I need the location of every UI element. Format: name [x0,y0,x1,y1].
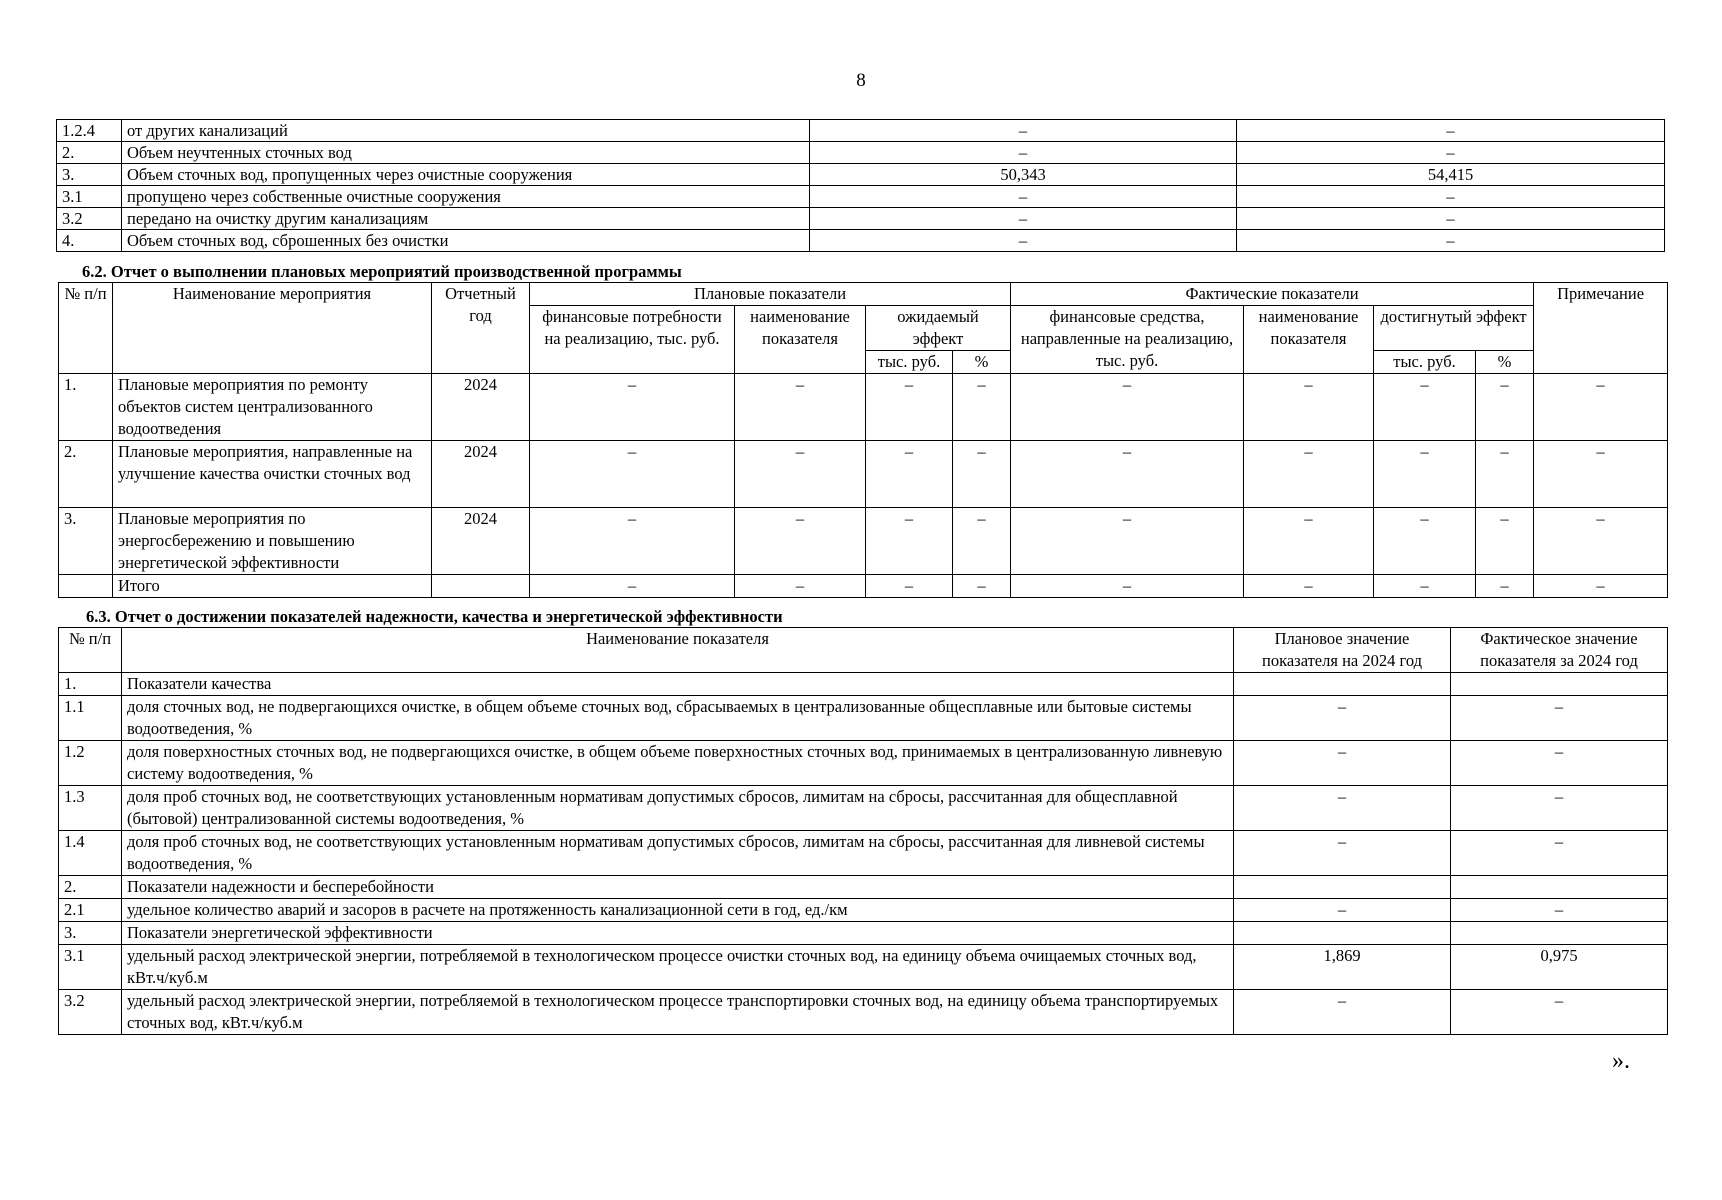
row-plan-value: – [810,208,1237,230]
row-fact-value: – [1237,230,1665,252]
header-fact-value: Фактическое значение показателя за 2024 год [1451,628,1668,673]
table-row [59,831,1668,876]
row-plan-value: – [1234,831,1451,876]
header-activity-name: Наименование мероприятия [113,283,432,374]
row-value: – [1476,441,1534,508]
row-plan-value: – [1234,696,1451,741]
page-number: 8 [856,70,866,91]
table-row [59,876,1668,899]
row-value: – [530,508,735,575]
row-value: – [1476,374,1534,441]
row-plan-value [1234,876,1451,899]
row-year: 2024 [432,441,530,508]
row-value: – [953,441,1011,508]
row-name: пропущено через собственные очистные сооружения [122,186,810,208]
table-row [59,673,1668,696]
table-row [57,120,1665,142]
header-plan-thous: тыс. руб. [866,351,953,374]
header-plan-financial: финансовые потребности на реализацию, тыс. руб. [530,306,735,374]
row-fact-value [1451,922,1668,945]
row-fact-value: – [1451,899,1668,922]
row-fact-value: 54,415 [1237,164,1665,186]
table-row [59,922,1668,945]
table-row [57,164,1665,186]
row-number: 1. [59,673,122,696]
row-value: – [1244,441,1374,508]
row-activity-name: Плановые мероприятия по энергосбережению и повышению энергетической эффективности [113,508,432,575]
row-value: – [530,374,735,441]
row-indicator-name: доля сточных вод, не подвергающихся очистке, в общем объеме сточных вод, сбрасываемых в централизованные общесплавные или бытовые системы водоотведения, % [122,696,1234,741]
row-number: 1. [59,374,113,441]
row-value: – [1534,441,1668,508]
total-value: – [866,575,953,598]
row-indicator-name: удельный расход электрической энергии, потребляемой в технологическом процессе транспортировки сточных вод, на единицу объема транспортируемых сточных вод, кВт.ч/куб.м [122,990,1234,1035]
row-number: 2. [59,876,122,899]
table-row [59,374,1668,441]
row-number: 2. [57,142,122,164]
header-report-year: Отчетный год [432,283,530,374]
table-row [59,508,1668,575]
table-row [59,441,1668,508]
table-row [57,186,1665,208]
row-fact-value [1451,673,1668,696]
row-number: 3. [57,164,122,186]
row-value: – [1476,508,1534,575]
table-row [59,990,1668,1035]
row-plan-value: – [1234,786,1451,831]
total-value: – [1534,575,1668,598]
row-indicator-name: удельный расход электрической энергии, потребляемой в технологическом процессе очистки сточных вод, на единицу объема очищаемых сточных вод, кВт.ч/куб.м [122,945,1234,990]
wastewater-volume-table [56,119,1665,252]
closing-mark: ». [1612,1048,1630,1074]
row-name: передано на очистку другим канализациям [122,208,810,230]
row-fact-value [1451,876,1668,899]
row-value: – [1374,374,1476,441]
header-fact-effect: достигнутый эффект [1374,306,1534,351]
row-indicator-name: удельное количество аварий и засоров в расчете на протяженность канализационной сети в год, ед./км [122,899,1234,922]
row-number: 3.2 [59,990,122,1035]
row-value: – [1011,508,1244,575]
row-value: – [1534,374,1668,441]
row-value: – [1534,508,1668,575]
row-plan-value: 1,869 [1234,945,1451,990]
header-indicator-name: Наименование показателя [122,628,1234,673]
row-fact-value: – [1237,142,1665,164]
header-fact-pct: % [1476,351,1534,374]
row-number: 1.3 [59,786,122,831]
row-name: от других канализаций [122,120,810,142]
row-indicator-name: Показатели энергетической эффективности [122,922,1234,945]
row-plan-value: – [810,230,1237,252]
section-6-3-title: 6.3. Отчет о достижении показателей надежности, качества и энергетической эффективности [86,607,783,626]
row-plan-value: 50,343 [810,164,1237,186]
indicators-table [58,627,1668,1035]
row-name: Объем сточных вод, сброшенных без очистки [122,230,810,252]
header-plan-indicator: наименование показателя [735,306,866,374]
total-value: – [1476,575,1534,598]
row-plan-value: – [810,142,1237,164]
row-number: 2. [59,441,113,508]
row-value: – [866,374,953,441]
table-row [57,208,1665,230]
row-plan-value [1234,922,1451,945]
total-value: – [1244,575,1374,598]
row-plan-value: – [810,186,1237,208]
header-note: Примечание [1534,283,1668,374]
row-value: – [735,441,866,508]
row-fact-value: – [1237,120,1665,142]
row-number: 1.2.4 [57,120,122,142]
header-fact-financial: финансовые средства, направленные на реализацию, тыс. руб. [1011,306,1244,374]
table-row [57,230,1665,252]
row-value: – [1374,441,1476,508]
row-value: – [735,374,866,441]
row-value: – [735,508,866,575]
row-number: 3.2 [57,208,122,230]
row-indicator-name: доля поверхностных сточных вод, не подвергающихся очистке, в общем объеме поверхностных сточных вод, принимаемых в централизованную ливневую систему водоотведения, % [122,741,1234,786]
total-value: – [735,575,866,598]
row-plan-value: – [1234,741,1451,786]
table-row [59,899,1668,922]
row-number: 1.2 [59,741,122,786]
row-value: – [1011,441,1244,508]
table-row [59,945,1668,990]
total-value: – [1374,575,1476,598]
planned-activities-table [58,282,1668,598]
row-value: – [866,441,953,508]
total-row [59,575,1668,598]
table-row [59,741,1668,786]
header-planned: Плановые показатели [530,283,1011,306]
total-value: – [953,575,1011,598]
header-plan-pct: % [953,351,1011,374]
row-fact-value: – [1451,786,1668,831]
table-row [57,142,1665,164]
header-plan-value: Плановое значение показателя на 2024 год [1234,628,1451,673]
row-number: 1.1 [59,696,122,741]
row-plan-value: – [1234,990,1451,1035]
table-row [59,696,1668,741]
total-value: – [1011,575,1244,598]
row-plan-value: – [810,120,1237,142]
table-row [59,786,1668,831]
header-actual: Фактические показатели [1011,283,1534,306]
row-number: 2.1 [59,899,122,922]
header-num: № п/п [59,628,122,673]
row-fact-value: – [1237,208,1665,230]
row-indicator-name: доля проб сточных вод, не соответствующих установленным нормативам допустимых сбросов, лимитам на сбросы, рассчитанная для ливневой системы водоотведения, % [122,831,1234,876]
row-value: – [866,508,953,575]
row-number: 3. [59,922,122,945]
row-value: – [1374,508,1476,575]
row-value: – [530,441,735,508]
row-number: 4. [57,230,122,252]
total-num-cell [59,575,113,598]
total-year-cell [432,575,530,598]
total-label: Итого [113,575,432,598]
row-fact-value: – [1451,831,1668,876]
header-num: № п/п [59,283,113,374]
row-number: 3.1 [57,186,122,208]
total-value: – [530,575,735,598]
row-plan-value: – [1234,899,1451,922]
row-activity-name: Плановые мероприятия по ремонту объектов систем централизованного водоотведения [113,374,432,441]
row-fact-value: – [1237,186,1665,208]
row-activity-name: Плановые мероприятия, направленные на улучшение качества очистки сточных вод [113,441,432,508]
row-name: Объем сточных вод, пропущенных через очистные сооружения [122,164,810,186]
row-number: 3.1 [59,945,122,990]
section-6-2-title: 6.2. Отчет о выполнении плановых мероприятий производственной программы [82,262,682,281]
row-fact-value: – [1451,990,1668,1035]
row-plan-value [1234,673,1451,696]
row-fact-value: – [1451,741,1668,786]
row-name: Объем неучтенных сточных вод [122,142,810,164]
row-indicator-name: Показатели качества [122,673,1234,696]
row-number: 1.4 [59,831,122,876]
row-value: – [953,508,1011,575]
row-indicator-name: доля проб сточных вод, не соответствующих установленным нормативам допустимых сбросов, лимитам на сбросы, рассчитанная для общесплавной (бытовой) централизованной системы водоотведения, % [122,786,1234,831]
row-fact-value: – [1451,696,1668,741]
row-year: 2024 [432,374,530,441]
row-indicator-name: Показатели надежности и бесперебойности [122,876,1234,899]
row-value: – [953,374,1011,441]
row-number: 3. [59,508,113,575]
row-value: – [1011,374,1244,441]
row-value: – [1244,374,1374,441]
row-value: – [1244,508,1374,575]
header-fact-thous: тыс. руб. [1374,351,1476,374]
row-fact-value: 0,975 [1451,945,1668,990]
header-plan-effect: ожидаемый эффект [866,306,1011,351]
row-year: 2024 [432,508,530,575]
header-fact-indicator: наименование показателя [1244,306,1374,374]
